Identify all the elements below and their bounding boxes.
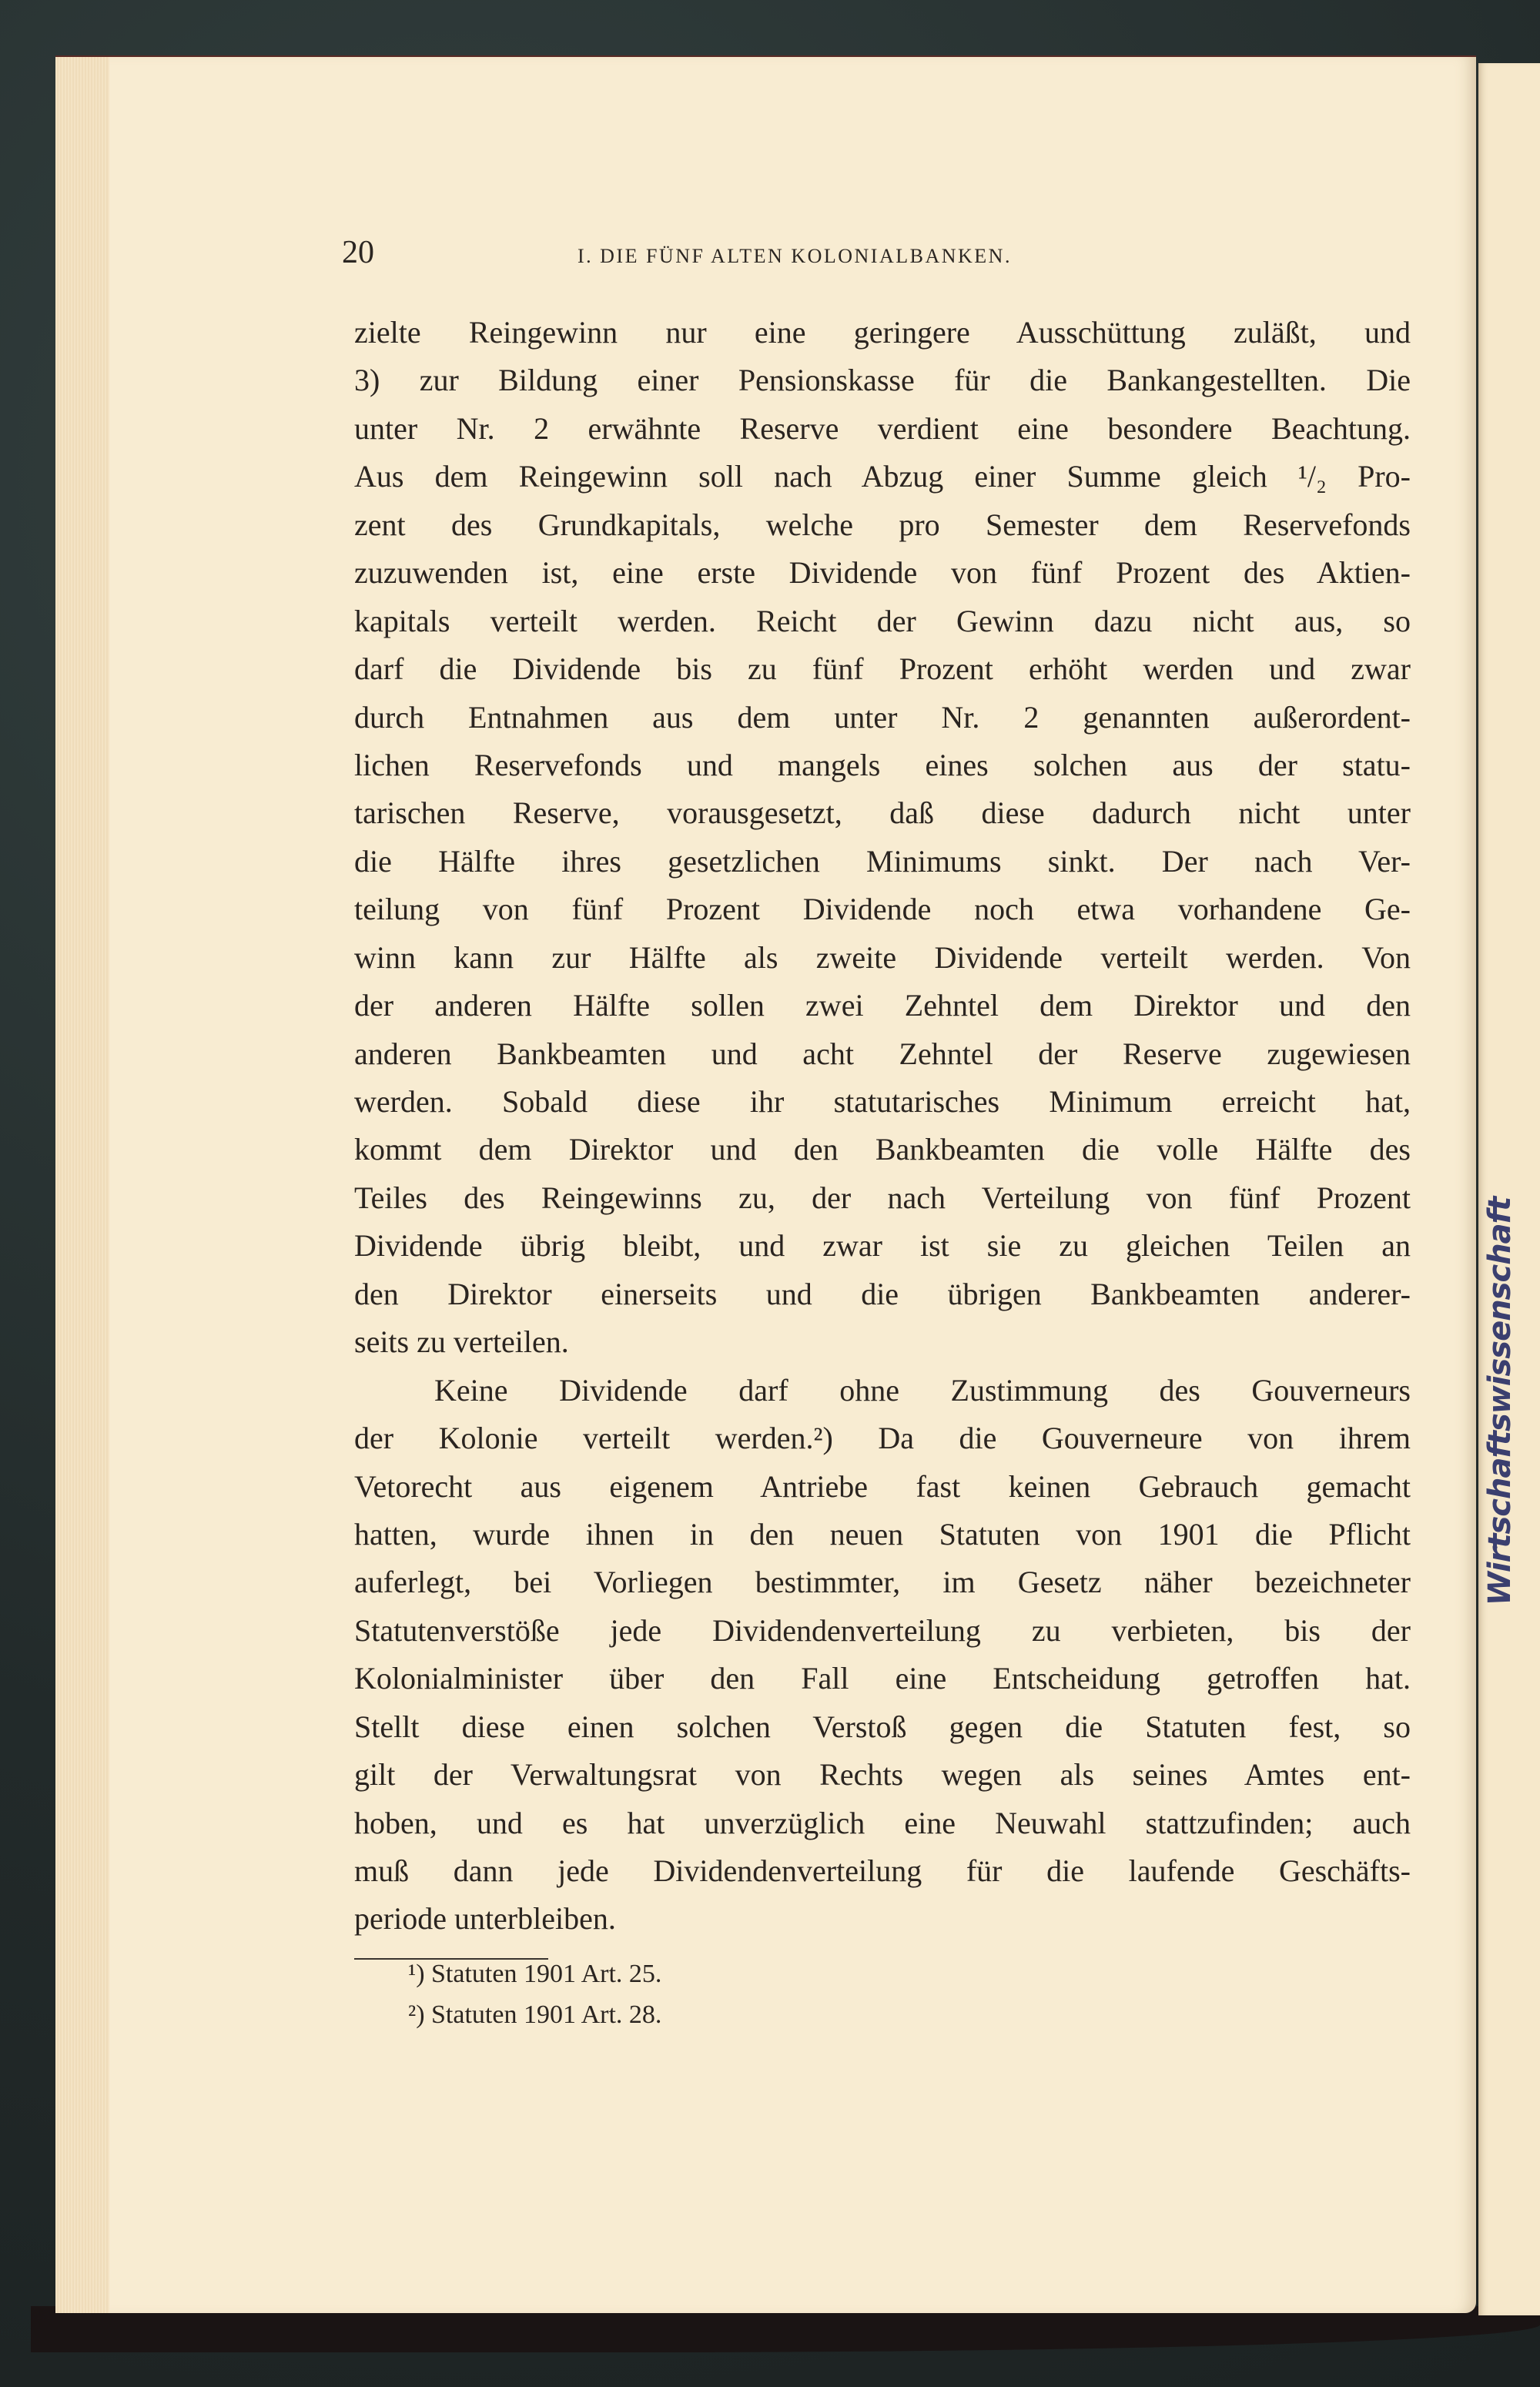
text-line: auferlegt, bei Vorliegen bestimmter, im Gesetz näher bezeichneter — [354, 1565, 1411, 1600]
text-line: die Hälfte ihres gesetzlichen Minimums sinkt. Der nach Ver- — [354, 843, 1411, 879]
text-line: tarischen Reserve, vorausgesetzt, daß diese dadurch nicht unter — [354, 795, 1411, 831]
text-line: seits zu verteilen. — [354, 1324, 569, 1360]
text-line: der Kolonie verteilt werden.²) Da die Gouverneure von ihrem — [354, 1421, 1411, 1456]
text-line: anderen Bankbeamten und acht Zehntel der Reserve zugewiesen — [354, 1036, 1411, 1071]
text-line: zent des Grundkapitals, welche pro Semester dem Reservefonds — [354, 507, 1411, 542]
text-line: durch Entnahmen aus dem unter Nr. 2 genannten außerordent- — [354, 699, 1411, 735]
text-line: muß dann jede Dividendenverteilung für die laufende Geschäfts- — [354, 1853, 1411, 1888]
text-line: lichen Reservefonds und mangels eines solchen aus der statu- — [354, 747, 1411, 782]
page-stack-edges — [55, 57, 109, 2313]
text-line: unter Nr. 2 erwähnte Reserve verdient eine besondere Beachtung. — [354, 410, 1411, 446]
text-line: kapitals verteilt werden. Reicht der Gewinn dazu nicht aus, so — [354, 603, 1411, 638]
text-line: winn kann zur Hälfte als zweite Dividende verteilt werden. Von — [354, 939, 1411, 975]
footnote-2: ²) Statuten 1901 Art. 28. — [408, 2000, 662, 2029]
text-line: darf die Dividende bis zu fünf Prozent erhöht werden und zwar — [354, 651, 1411, 687]
text-line: periode unterbleiben. — [354, 1901, 616, 1937]
adjacent-page-edge — [1478, 63, 1540, 2315]
text-line: zuzuwenden ist, eine erste Dividende von fünf Prozent des Aktien- — [354, 555, 1411, 591]
text-line: der anderen Hälfte sollen zwei Zehntel dem Direktor und den — [354, 988, 1411, 1023]
text-line: 3) zur Bildung einer Pensionskasse für die Bankangestellten. Die — [354, 363, 1411, 398]
running-title: I. DIE FÜNF ALTEN KOLONIALBANKEN. — [578, 245, 1012, 267]
text-line: den Direktor einerseits und die übrigen Bankbeamten anderer- — [354, 1276, 1411, 1311]
page-number: 20 — [342, 235, 374, 270]
text-line: hatten, wurde ihnen in den neuen Statuten von 1901 die Pflicht — [354, 1516, 1411, 1552]
text-line: Keine Dividende darf ohne Zustimmung des Gouverneurs — [434, 1372, 1411, 1408]
library-stamp: Wirtschaftswissenschaft — [1482, 1197, 1518, 1606]
text-line: Vetorecht aus eigenem Antriebe fast keinen Gebrauch gemacht — [354, 1468, 1411, 1504]
text-line: zielte Reingewinn nur eine geringere Ausschüttung zuläßt, und — [354, 315, 1411, 350]
text-line: werden. Sobald diese ihr statutarisches Minimum erreicht hat, — [354, 1084, 1411, 1119]
text-line: teilung von fünf Prozent Dividende noch etwa vorhandene Ge- — [354, 892, 1411, 927]
text-line: Kolonialminister über den Fall eine Entscheidung getroffen hat. — [354, 1661, 1411, 1696]
text-line: Dividende übrig bleibt, und zwar ist sie zu gleichen Teilen an — [354, 1228, 1411, 1264]
text-line: Teiles des Reingewinns zu, der nach Verteilung von fünf Prozent — [354, 1180, 1411, 1215]
text-line: Stellt diese einen solchen Verstoß gegen die Statuten fest, so — [354, 1709, 1411, 1744]
text-line: Statutenverstöße jede Dividendenverteilung zu verbieten, bis der — [354, 1612, 1411, 1648]
text-line: gilt der Verwaltungsrat von Rechts wegen als seines Amtes ent- — [354, 1757, 1411, 1793]
body-text — [354, 309, 1411, 1943]
footnote-1: ¹) Statuten 1901 Art. 25. — [408, 1960, 662, 1988]
text-line: kommt dem Direktor und den Bankbeamten die volle Hälfte des — [354, 1132, 1411, 1167]
text-line: Aus dem Reingewinn soll nach Abzug einer Summe gleich ¹/₂ Pro- — [354, 459, 1411, 494]
text-line: hoben, und es hat unverzüglich eine Neuwahl stattzufinden; auch — [354, 1805, 1411, 1840]
